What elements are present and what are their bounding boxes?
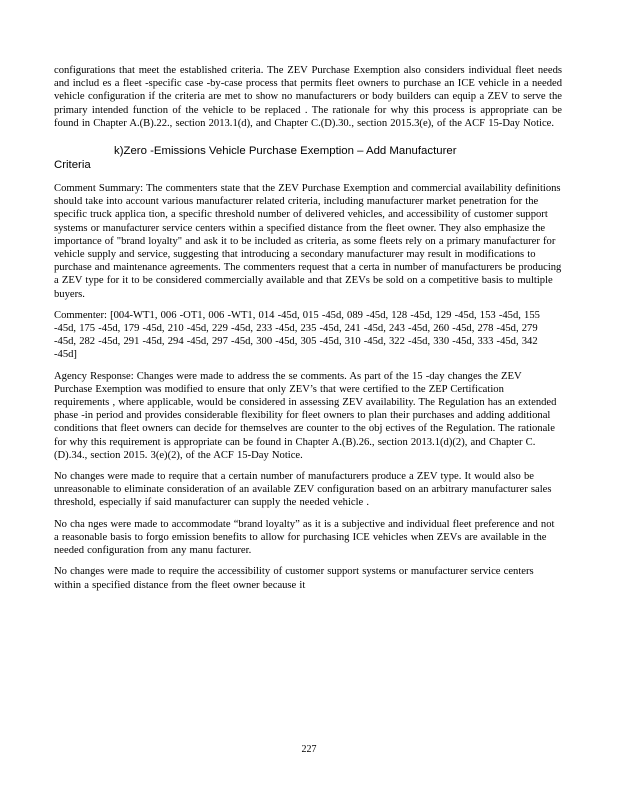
- paragraph-continuation: configurations that meet the established criteria. The ZEV Purchase Exemption also considers individual fleet needs and includ es a fleet -specific case -by-case process that permits fleet owners to purchase an ICE vehicle in a needed vehicle configuration if the criteria are met to show no manufacturers or body builders can equip a ZEV to serve the primary intended function of the vehicle to be replaced . The rationale for why this process is appropriate can be found in Chapter A.(B).22., section 2013.1(d), and Chapter C.(D).30., section 2015.3(e), of the ACF 15-Day Notice.: [54, 65, 562, 129]
- commenter-paragraph: Commenter: [004-WT1, 006 -OT1, 006 -WT1, 014 -45d, 015 -45d, 089 -45d, 128 -45d, 129 -45d, 153 -45d, 155 -45d, 175 -45d, 179 -45d, 210 -45d, 229 -45d, 233 -45d, 235 -45d, 241 -45d, 243 -45d, 260 -45d, 278 -45d, 279 -45d, 282 -45d, 291 -45d, 294 -45d, 297 -45d, 300 -45d, 305 -45d, 310 -45d, 322 -45d, 330 -45d, 333 -45d, 342 -45d]: [54, 309, 540, 361]
- page-content: [54, 64, 562, 600]
- comment-summary-paragraph: Comment Summary: The commenters state that the ZEV Purchase Exemption and commercial availability definitions should take into account various manufacturer related criteria, including manufacturer market penetration for the specific truck applica tion, a specific threshold number of delivered vehicles, and accessibility of customer support systems or manufacturer service centers within a specified distance from the fleet owner. They also emphasize the importance of "brand loyalty" and ask it to be included as criteria, as some fleets rely on a primary manufacturer for vehicle supply and service, suggesting that introducing a secondary manufacturer may result in modifications to purchase and maintenance agreements. The commenters request that a certa in number of manufacturers be producing a ZEV type for it to be considered commercially available and that ZEVs be sold on a competitive basis to multiple buyers.: [54, 183, 562, 300]
- agency-response-paragraph: Agency Response: Changes were made to address the se comments. As part of the 15 -day changes the ZEV Purchase Exemption was modified to ensure that only ZEV’s that were certified to the ZEP Certification requirements , where applicable, would be considered in assessing ZEV availability. The Regulation has an extended phase -in period and provides considerable flexibility for fleet owners to plan their purchases and adding additional conditions that fleet owners can decide for themselves are counter to the obj ectives of the Regulation. The rationale for why this requirement is appropriate can be found in Chapter A.(B).26., section 2013.1(d)(2), and Chapter C.(D).34., section 2015. 3(e)(2), of the ACF 15-Day Notice.: [54, 370, 557, 461]
- section-heading-line-1: k)Zero -Emissions Vehicle Purchase Exemption – Add Manufacturer: [114, 145, 457, 158]
- page-number: 227: [301, 744, 317, 755]
- response-paragraph-brand-loyalty: No cha nges were made to accommodate “brand loyalty” as it is a subjective and individual fleet preference and not a reasonable basis to forgo emission benefits to allow for purchasing ICE vehicles when ZEVs are available in the needed configuration from any manu facturer.: [54, 518, 555, 557]
- response-paragraph-service-centers: No changes were made to require the accessibility of customer support systems or manufacturer service centers within a specified distance from the fleet owner because it: [54, 566, 534, 591]
- section-heading: [54, 144, 562, 172]
- response-paragraph-manufacturer-count: No changes were made to require that a certain number of manufacturers produce a ZEV type. It would also be unreasonable to eliminate consideration of an available ZEV configuration based on an arbitrary manufacturer sales threshold, especially if said manufacturer can supply the needed vehicle .: [54, 471, 552, 509]
- section-heading-line-2: Criteria: [54, 159, 91, 172]
